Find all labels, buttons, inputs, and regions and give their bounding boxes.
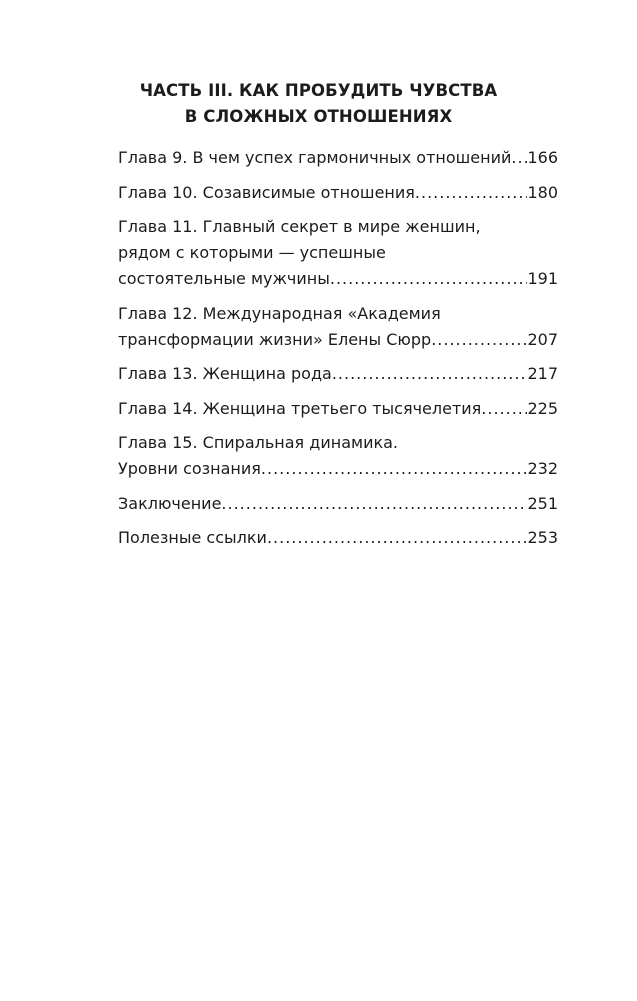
- toc-entry[interactable]: [118, 525, 558, 551]
- toc-entry[interactable]: [118, 180, 558, 206]
- table-of-contents: [118, 145, 558, 560]
- toc-entry-title: рядом с которыми — успешные: [118, 243, 386, 262]
- toc-entry-title: Глава 11. Главный секрет в мире женшин,: [118, 217, 481, 236]
- dot-leader: [431, 327, 527, 353]
- toc-entry-title: трансформации жизни» Елены Сюрр: [118, 329, 432, 349]
- dot-leader: [511, 145, 527, 171]
- toc-entry[interactable]: [118, 145, 558, 171]
- toc-entry[interactable]: [118, 214, 558, 292]
- toc-entry-title: состоятельные мужчины: [118, 269, 330, 288]
- dot-leader: [221, 491, 527, 517]
- toc-entry-title: Уровни сознания: [118, 459, 261, 478]
- toc-entry[interactable]: [118, 396, 558, 422]
- dot-leader: [332, 361, 528, 387]
- dot-leader: [330, 266, 528, 292]
- toc-entry-page-number: 217: [527, 364, 558, 383]
- toc-entry-line: [118, 327, 558, 353]
- toc-entry-title: Полезные ссылки: [118, 528, 267, 547]
- dot-leader: [415, 180, 528, 206]
- toc-entry-title: Глава 9. В чем успех гармоничных отношений: [118, 148, 512, 167]
- toc-entry[interactable]: [118, 491, 558, 517]
- toc-entry-title: Глава 13. Женщина рода: [118, 364, 332, 383]
- toc-entry-page-number: 180: [527, 182, 558, 202]
- toc-entry-page-number: 225: [527, 398, 558, 418]
- toc-entry-page-number: 166: [527, 148, 558, 167]
- part-heading-line-1: ЧАСТЬ III. КАК ПРОБУДИТЬ ЧУВСТВА: [139, 81, 498, 100]
- dot-leader: [261, 456, 528, 482]
- toc-entry-title: Глава 15. Спиральная динамика.: [118, 433, 399, 452]
- part-heading: [0, 78, 637, 130]
- dot-leader: [267, 525, 528, 551]
- toc-entry[interactable]: [118, 301, 558, 353]
- toc-entry-line: [118, 266, 558, 292]
- dot-leader: [481, 396, 527, 422]
- toc-entry-line: [118, 396, 558, 422]
- toc-entry-line: [118, 361, 558, 387]
- toc-entry-page-number: 253: [527, 528, 558, 547]
- toc-entry[interactable]: [118, 430, 558, 482]
- toc-entry[interactable]: [118, 361, 558, 387]
- toc-entry-line: [118, 456, 558, 482]
- toc-entry-line: [118, 525, 558, 551]
- toc-entry-title: Заключение: [118, 493, 222, 513]
- toc-entry-line: [118, 214, 558, 240]
- toc-entry-title: Глава 12. Международная «Академия: [118, 303, 441, 323]
- toc-entry-line: [118, 491, 558, 517]
- toc-entry-line: [118, 240, 558, 266]
- toc-entry-title: Глава 14. Женщина третьего тысячелетия: [118, 398, 482, 418]
- toc-entry-line: [118, 301, 558, 327]
- toc-entry-page-number: 232: [527, 459, 558, 478]
- toc-entry-line: [118, 145, 558, 171]
- toc-entry-page-number: 191: [527, 269, 558, 288]
- toc-entry-page-number: 207: [527, 329, 558, 349]
- toc-entry-line: [118, 430, 558, 456]
- toc-entry-line: [118, 180, 558, 206]
- toc-entry-page-number: 251: [527, 493, 558, 513]
- toc-entry-title: Глава 10. Созависимые отношения: [118, 182, 415, 202]
- part-heading-line-2: В СЛОЖНЫХ ОТНОШЕНИЯХ: [184, 107, 453, 126]
